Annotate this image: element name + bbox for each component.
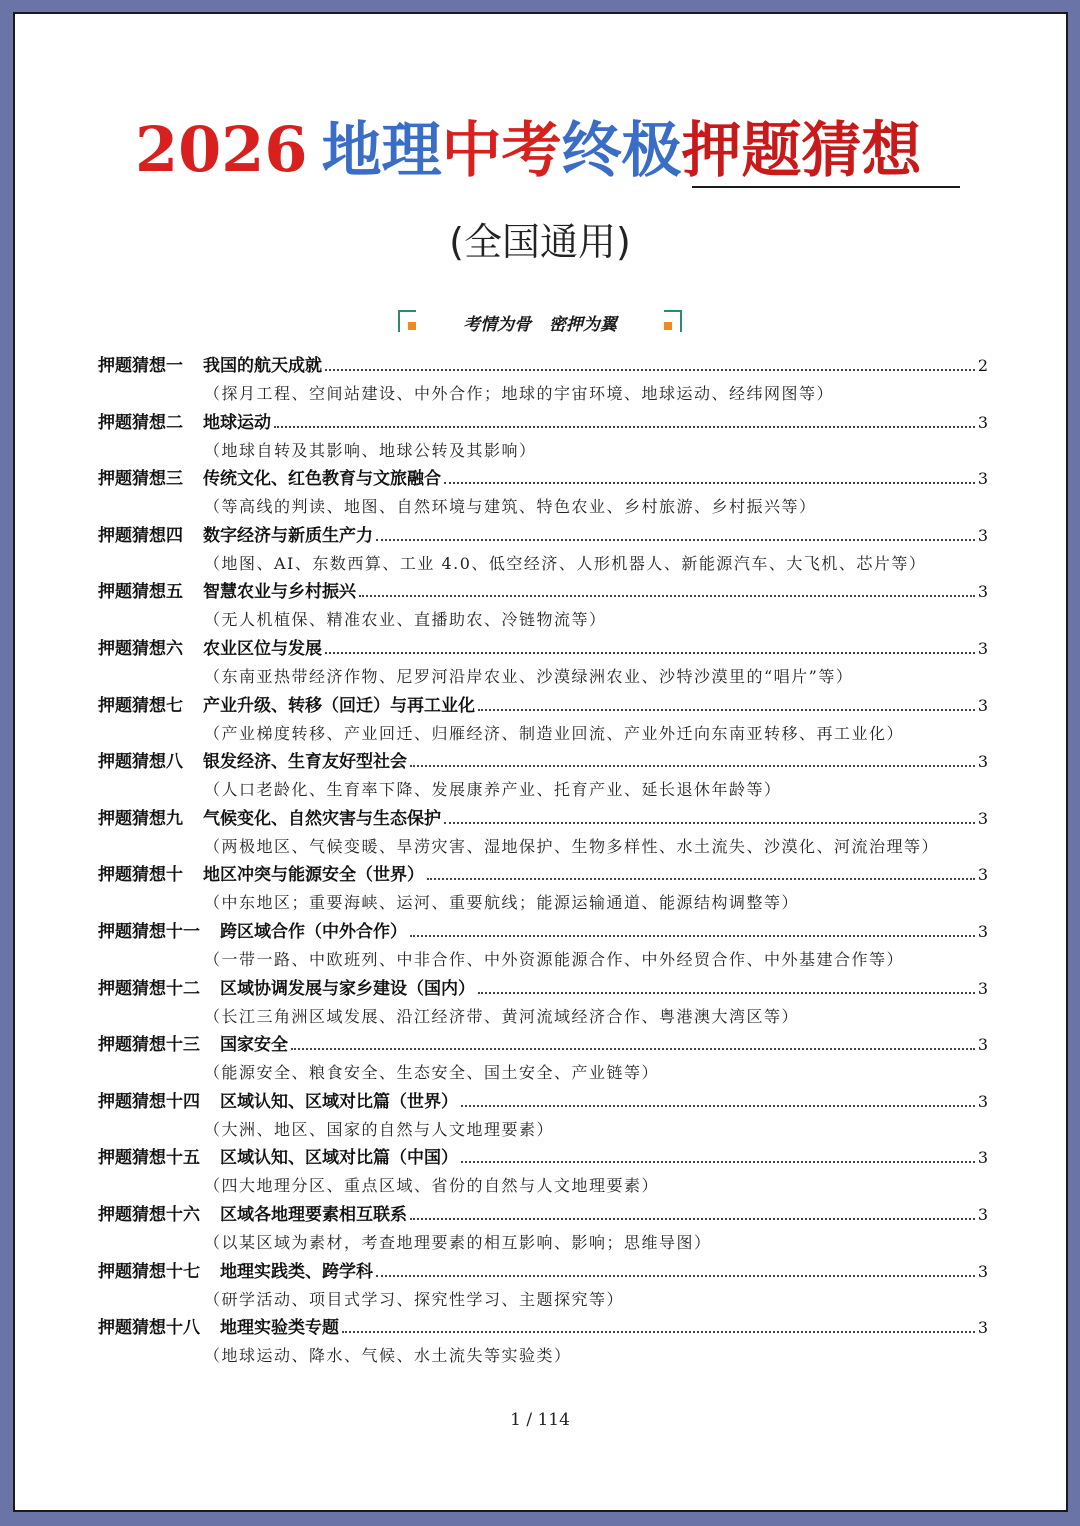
toc-label: 押题猜想一 xyxy=(98,356,183,376)
toc-topic: 数字经济与新质生产力 xyxy=(203,525,373,546)
toc-page-number: 3 xyxy=(977,695,988,715)
toc-leader-dots xyxy=(376,1275,975,1277)
document-subtitle: (全国通用) xyxy=(449,220,631,264)
toc-detail: （大洲、地区、国家的自然与人文地理要素） xyxy=(204,1119,555,1139)
toc-page-number: 3 xyxy=(977,469,988,489)
toc-page-number: 3 xyxy=(977,638,988,658)
toc-heading-row xyxy=(98,1258,988,1286)
page-number: 1 / 114 xyxy=(510,1410,570,1430)
toc-detail: （两极地区、气候变暖、旱涝灾害、湿地保护、生物多样性、水土流失、沙漠化、河流治理等） xyxy=(204,836,940,856)
toc-page-number: 3 xyxy=(977,412,988,432)
toc-heading-row xyxy=(98,918,988,946)
title-exam: 中考 xyxy=(441,116,562,186)
toc-detail: （探月工程、空间站建设、中外合作；地球的宇宙环境、地球运动、经纬网图等） xyxy=(204,384,835,403)
title-subject: 地理 xyxy=(321,116,442,186)
toc-topic: 我国的航天成就 xyxy=(203,356,322,376)
toc-detail: （研学活动、项目式学习、探究性学习、主题探究等） xyxy=(204,1289,625,1309)
toc-heading-row xyxy=(98,465,988,493)
toc-heading-row xyxy=(98,1314,988,1342)
toc-entry[interactable] xyxy=(98,692,988,749)
toc-topic: 智慧农业与乡村振兴 xyxy=(203,582,356,603)
title-year: 2026 xyxy=(135,113,308,186)
toc-topic: 气候变化、自然灾害与生态保护 xyxy=(203,808,441,829)
orange-square-icon xyxy=(408,322,416,330)
toc-leader-dots xyxy=(291,1048,975,1050)
toc-label: 押题猜想八 xyxy=(98,752,183,773)
toc-entry[interactable] xyxy=(98,522,988,579)
toc-heading-row xyxy=(98,805,988,833)
toc-entry[interactable] xyxy=(98,578,988,635)
toc-topic: 区域认知、区域对比篇（世界） xyxy=(220,1091,458,1112)
toc-leader-dots xyxy=(325,369,975,371)
toc-topic: 农业区位与发展 xyxy=(203,638,322,659)
motto-text: 考情为骨 密押为翼 xyxy=(463,315,617,335)
toc-leader-dots xyxy=(478,992,975,994)
toc-detail: （一带一路、中欧班列、中非合作、中外资源能源合作、中外经贸合作、中外基建合作等） xyxy=(204,949,905,969)
toc-label: 押题猜想十八 xyxy=(98,1318,200,1339)
table-of-contents xyxy=(98,352,988,1371)
toc-entry[interactable] xyxy=(98,409,988,466)
toc-heading-row xyxy=(98,1144,988,1172)
toc-entry[interactable] xyxy=(98,635,988,692)
toc-page-number: 3 xyxy=(977,978,988,998)
toc-entry[interactable] xyxy=(98,1314,988,1371)
toc-page-number: 3 xyxy=(977,752,988,772)
toc-label: 押题猜想十二 xyxy=(98,978,200,999)
toc-detail: （中东地区；重要海峡、运河、重要航线；能源运输通道、能源结构调整等） xyxy=(204,893,800,913)
toc-topic: 产业升级、转移（回迁）与再工业化 xyxy=(203,695,475,716)
toc-heading-row xyxy=(98,861,988,889)
toc-label: 押题猜想五 xyxy=(98,582,183,603)
toc-page-number: 3 xyxy=(977,525,988,545)
toc-topic: 地理实验类专题 xyxy=(220,1318,339,1339)
toc-label: 押题猜想十 xyxy=(98,865,183,886)
toc-topic: 国家安全 xyxy=(220,1035,288,1056)
toc-label: 押题猜想十四 xyxy=(98,1091,200,1112)
toc-leader-dots xyxy=(444,822,975,824)
toc-label: 押题猜想二 xyxy=(98,412,183,433)
toc-leader-dots xyxy=(461,1161,975,1163)
toc-leader-dots xyxy=(444,482,975,484)
toc-heading-row xyxy=(98,692,988,720)
toc-entry[interactable] xyxy=(98,805,988,862)
toc-entry[interactable] xyxy=(98,748,988,805)
toc-label: 押题猜想十六 xyxy=(98,1204,200,1225)
toc-detail: （产业梯度转移、产业回迁、归雁经济、制造业回流、产业外迁向东南亚转移、再工业化） xyxy=(204,723,905,743)
toc-topic: 区域各地理要素相互联系 xyxy=(220,1204,407,1225)
toc-entry[interactable] xyxy=(98,1144,988,1201)
toc-entry[interactable] xyxy=(98,1088,988,1145)
toc-page-number: 3 xyxy=(977,1091,988,1111)
bracket-right-icon xyxy=(664,310,682,332)
toc-page-number: 3 xyxy=(977,1148,988,1168)
toc-topic: 地区冲突与能源安全（世界） xyxy=(203,865,424,886)
toc-topic: 地球运动 xyxy=(203,412,271,433)
toc-heading-row xyxy=(98,1088,988,1116)
toc-label: 押题猜想十七 xyxy=(98,1261,200,1282)
toc-detail: （人口老龄化、生育率下降、发展康养产业、托育产业、延长退休年龄等） xyxy=(204,780,782,800)
title-final: 终极 xyxy=(561,116,682,186)
toc-page-number: 3 xyxy=(977,808,988,828)
toc-leader-dots xyxy=(359,595,975,597)
toc-heading-row xyxy=(98,409,988,437)
toc-label: 押题猜想七 xyxy=(98,695,183,716)
title-underline xyxy=(692,186,960,188)
toc-heading-row xyxy=(98,352,988,380)
toc-entry[interactable] xyxy=(98,1031,988,1088)
toc-leader-dots xyxy=(325,652,975,654)
toc-label: 押题猜想十五 xyxy=(98,1148,200,1169)
toc-topic: 跨区域合作（中外合作） xyxy=(220,921,407,942)
toc-topic: 地理实践类、跨学科 xyxy=(220,1261,373,1282)
toc-topic: 银发经济、生育友好型社会 xyxy=(203,752,407,773)
toc-topic: 传统文化、红色教育与文旅融合 xyxy=(203,469,441,490)
title-prediction: 押题猜想 xyxy=(681,116,922,186)
toc-entry[interactable] xyxy=(98,465,988,522)
toc-leader-dots xyxy=(410,765,975,767)
document-title xyxy=(135,108,965,192)
toc-entry[interactable] xyxy=(98,975,988,1032)
toc-detail: （地球运动、降水、气候、水土流失等实验类） xyxy=(204,1346,572,1366)
toc-leader-dots xyxy=(342,1331,975,1333)
toc-heading-row xyxy=(98,578,988,606)
toc-label: 押题猜想十三 xyxy=(98,1035,200,1056)
toc-page-number: 3 xyxy=(977,1318,988,1338)
toc-leader-dots xyxy=(274,426,975,428)
toc-page-number: 3 xyxy=(977,1261,988,1281)
toc-page-number: 3 xyxy=(977,1035,988,1055)
toc-leader-dots xyxy=(410,935,975,937)
toc-label: 押题猜想十一 xyxy=(98,921,200,942)
toc-detail: （地图、AI、东数西算、工业 4.0、低空经济、人形机器人、新能源汽车、大飞机、芯片等） xyxy=(204,553,927,573)
toc-entry[interactable] xyxy=(98,352,988,409)
toc-label: 押题猜想六 xyxy=(98,638,183,659)
toc-heading-row xyxy=(98,1201,988,1229)
toc-heading-row xyxy=(98,1031,988,1059)
toc-leader-dots xyxy=(410,1218,975,1220)
toc-leader-dots xyxy=(427,878,975,880)
toc-heading-row xyxy=(98,748,988,776)
toc-detail: （无人机植保、精准农业、直播助农、冷链物流等） xyxy=(204,610,607,630)
toc-page-number: 3 xyxy=(977,1204,988,1224)
toc-topic: 区域协调发展与家乡建设（国内） xyxy=(220,978,475,999)
toc-topic: 区域认知、区域对比篇（中国） xyxy=(220,1148,458,1169)
toc-leader-dots xyxy=(478,709,975,711)
toc-detail: （长江三角洲区域发展、沿江经济带、黄河流域经济合作、粤港澳大湾区等） xyxy=(204,1006,800,1026)
toc-page-number: 3 xyxy=(977,865,988,885)
toc-entry[interactable] xyxy=(98,1258,988,1315)
toc-label: 押题猜想四 xyxy=(98,525,183,546)
toc-entry[interactable] xyxy=(98,918,988,975)
toc-detail: （地球自转及其影响、地球公转及其影响） xyxy=(204,440,537,460)
toc-leader-dots xyxy=(461,1105,975,1107)
toc-detail: （等高线的判读、地图、自然环境与建筑、特色农业、乡村旅游、乡村振兴等） xyxy=(204,497,817,517)
toc-heading-row xyxy=(98,975,988,1003)
toc-detail: （四大地理分区、重点区域、省份的自然与人文地理要素） xyxy=(204,1176,660,1196)
toc-entry[interactable] xyxy=(98,861,988,918)
toc-detail: （能源安全、粮食安全、生态安全、国土安全、产业链等） xyxy=(204,1063,660,1083)
toc-page-number: 2 xyxy=(977,356,988,375)
toc-entry[interactable] xyxy=(98,1201,988,1258)
toc-heading-row xyxy=(98,522,988,550)
motto-banner xyxy=(398,306,682,340)
toc-leader-dots xyxy=(376,539,975,541)
toc-detail: （东南亚热带经济作物、尼罗河沿岸农业、沙漠绿洲农业、沙特沙漠里的“唱片”等） xyxy=(204,666,854,686)
toc-heading-row xyxy=(98,635,988,663)
toc-page-number: 3 xyxy=(977,921,988,941)
toc-detail: （以某区域为素材，考查地理要素的相互影响、影响；思维导图） xyxy=(204,1232,712,1252)
toc-label: 押题猜想九 xyxy=(98,808,183,829)
toc-page-number: 3 xyxy=(977,582,988,602)
toc-label: 押题猜想三 xyxy=(98,469,183,490)
